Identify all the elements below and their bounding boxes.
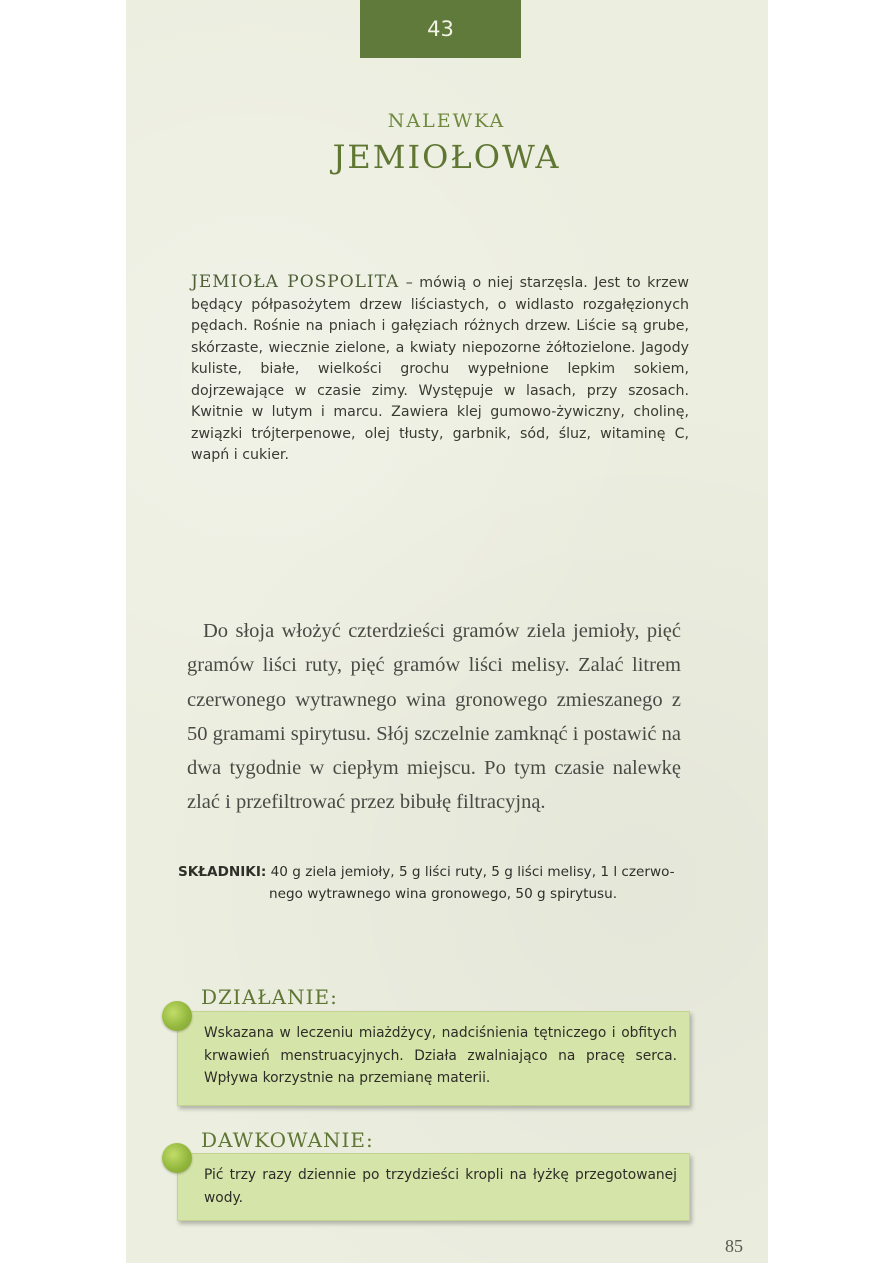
action-text: Wskazana w leczeniu miażdżycy, nadciśnienia tętniczego i obfitych krwawień menstruacyjnych. Działa zwalniająco na pracę serca. Wpływa korzystnie na przemianę materii. [204, 1025, 677, 1086]
ingredients [178, 861, 675, 905]
plant-description-text: – mówią o niej starzęsla. Jest to krzew będący półpasożytem drzew liściastych, o widlasto rozgałęzionych pędach. Rośnie na pniach i gałęziach różnych drzew. Liście są grube, skórzaste, wiecznie zielone, a kwiaty niepozorne żółtozielone. Jagody kuliste, białe, wielkości grochu wypełnione lepkim sokiem, dojrzewające w czasie zimy. Występuje w lasach, przy szosach. Kwitnie w lutym i marcu. Zawiera klej gumowo-żywiczny, cholinę, związki trójterpenowe, olej tłusty, garbnik, sód, śluz, witaminę C, wapń i cukier. [191, 275, 689, 463]
recipe-title: JEMIOŁOWA [332, 138, 561, 176]
plant-description [191, 272, 689, 467]
action-box [177, 1011, 690, 1106]
action-bullet-icon [162, 1001, 192, 1031]
plant-name: JEMIOŁA POSPOLITA [191, 272, 400, 292]
dosage-bullet-icon [162, 1143, 192, 1173]
recipe-subtitle: NALEWKA [387, 110, 506, 132]
dosage-box [177, 1153, 690, 1221]
recipe-instructions: Do słoja włożyć czterdzieści gramów ziela jemioły, pięć gramów liści ruty, pięć gramów liści melisy. Zalać litrem czerwonego wytrawnego wina gronowego zmieszanego z 50 gramami spirytusu. Słój szczelnie zamknąć i postawić na dwa tygodnie w ciepłym miejscu. Po tym czasie nalewkę zlać i przefiltrować przez bibułę filtracyjną. [187, 620, 681, 814]
ingredients-label: SKŁADNIKI: [178, 864, 267, 880]
ingredients-line-1 [178, 861, 675, 883]
recipe-number-tab: 43 [360, 0, 521, 58]
action-heading: DZIAŁANIE: [201, 985, 338, 1009]
ingredients-text-1: 40 g ziela jemioły, 5 g liści ruty, 5 g liści melisy, 1 l czerwo- [266, 864, 675, 880]
page-number: 85 [725, 1236, 743, 1256]
dosage-heading: DAWKOWANIE: [201, 1128, 374, 1152]
dosage-text: Pić trzy razy dziennie po trzydzieści kropli na łyżkę przegotowanej wody. [204, 1167, 677, 1206]
ingredients-line-2: nego wytrawnego wina gronowego, 50 g spirytusu. [269, 886, 618, 902]
